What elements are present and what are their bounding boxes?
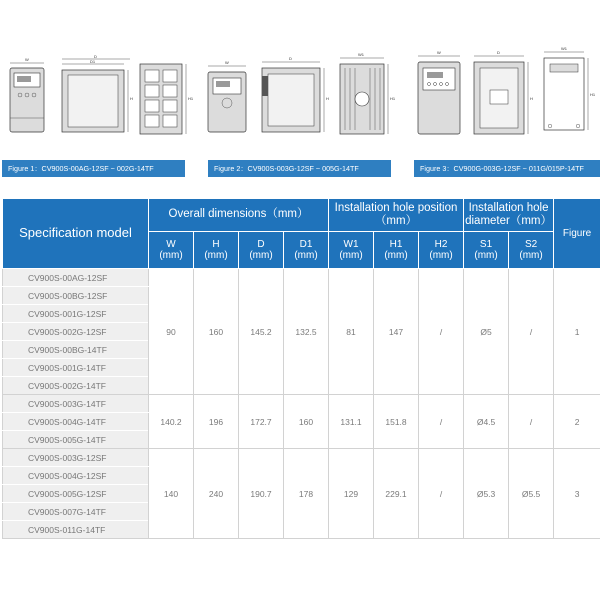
value-cell: 140 — [149, 449, 194, 539]
value-cell: Ø5.5 — [509, 449, 554, 539]
model-cell: CV900S-002G-14TF — [3, 377, 149, 395]
subheader-name: W — [166, 238, 176, 250]
model-cell: CV900S-004G-12SF — [3, 467, 149, 485]
label-h1: H1 — [188, 96, 194, 101]
value-cell: 90 — [149, 269, 194, 395]
model-cell: CV900S-005G-12SF — [3, 485, 149, 503]
figure-cell: 2 — [554, 395, 600, 449]
subheader-d — [239, 232, 284, 269]
value-cell: 140.2 — [149, 395, 194, 449]
label-w: W — [25, 57, 29, 62]
model-cell: CV900S-002G-12SF — [3, 323, 149, 341]
model-cell: CV900S-00BG-14TF — [3, 341, 149, 359]
value-cell: / — [419, 395, 464, 449]
value-cell: 229.1 — [374, 449, 419, 539]
header-specification-model: Specification model — [3, 199, 149, 269]
label-h: H — [130, 96, 133, 101]
model-cell: CV900S-004G-14TF — [3, 413, 149, 431]
value-cell: / — [509, 395, 554, 449]
subheader-name: W1 — [343, 238, 359, 250]
value-cell: 131.1 — [329, 395, 374, 449]
subheader-unit: (mm) — [204, 250, 228, 261]
value-cell: Ø5 — [464, 269, 509, 395]
header-figure: Figure — [554, 199, 600, 269]
model-cell: CV900S-007G-14TF — [3, 503, 149, 521]
table-body — [3, 269, 600, 539]
table-row — [3, 269, 600, 287]
subheader-unit: (mm) — [339, 250, 363, 261]
value-cell: 240 — [194, 449, 239, 539]
value-cell: 160 — [284, 395, 329, 449]
subheader-name: S1 — [479, 238, 493, 250]
subheader-name: H2 — [434, 238, 448, 250]
subheader-name: H — [212, 238, 220, 250]
value-cell: 132.5 — [284, 269, 329, 395]
subheader-h — [194, 232, 239, 269]
value-cell: / — [419, 269, 464, 395]
label-d1: D1 — [90, 59, 96, 64]
subheader-s1 — [464, 232, 509, 269]
label-w1-2: W1 — [358, 52, 364, 57]
subheader-h1 — [374, 232, 419, 269]
value-cell: 178 — [284, 449, 329, 539]
figure-2-drawing — [208, 52, 396, 134]
dimension-drawings — [0, 0, 600, 160]
subheader-unit: (mm) — [294, 250, 318, 261]
label-h-3: H — [530, 96, 533, 101]
model-cell: CV900S-003G-14TF — [3, 395, 149, 413]
model-cell: CV900S-00AG-12SF — [3, 269, 149, 287]
header-installation-hole-position: Installation hole position（mm） — [329, 199, 464, 232]
figure-3-drawing — [418, 46, 596, 134]
subheader-w — [149, 232, 194, 269]
label-h-2: H — [326, 96, 329, 101]
subheader-unit: (mm) — [474, 250, 498, 261]
subheader-h2 — [419, 232, 464, 269]
label-w1-3: W1 — [561, 46, 567, 51]
label-d: D — [94, 54, 97, 59]
figure-cell: 3 — [554, 449, 600, 539]
value-cell: 81 — [329, 269, 374, 395]
value-cell: Ø5.3 — [464, 449, 509, 539]
model-cell: CV900S-011G-14TF — [3, 521, 149, 539]
figure-cell: 1 — [554, 269, 600, 395]
subheader-unit: (mm) — [519, 250, 543, 261]
model-cell: CV900S-003G-12SF — [3, 449, 149, 467]
value-cell: 160 — [194, 269, 239, 395]
subheader-unit: (mm) — [159, 250, 183, 261]
figure-1-drawing — [10, 54, 194, 134]
table-row — [3, 395, 600, 413]
label-d-3: D — [497, 50, 500, 55]
label-d-2: D — [289, 56, 292, 61]
value-cell: 151.8 — [374, 395, 419, 449]
value-cell: 147 — [374, 269, 419, 395]
figure-3-caption: Figure 3：CV900G-003G-12SF ~ 011G/015P-14TF — [414, 160, 600, 177]
label-w-2: W — [225, 60, 229, 65]
subheader-unit: (mm) — [249, 250, 273, 261]
subheader-s2 — [509, 232, 554, 269]
specification-table — [2, 198, 600, 539]
figure-strip — [0, 0, 600, 185]
model-cell: CV900S-00BG-12SF — [3, 287, 149, 305]
subheader-name: H1 — [389, 238, 403, 250]
header-installation-hole-diameter: Installation hole diameter（mm） — [464, 199, 554, 232]
label-h1-3: H1 — [590, 92, 596, 97]
value-cell: 145.2 — [239, 269, 284, 395]
table-row — [3, 449, 600, 467]
figure-2-caption: Figure 2：CV900S-003G-12SF ~ 005G-14TF — [208, 160, 391, 177]
subheader-unit: (mm) — [384, 250, 408, 261]
subheader-unit: (mm) — [429, 250, 453, 261]
label-w-3: W — [437, 50, 441, 55]
subheader-name: D1 — [299, 238, 313, 250]
model-cell: CV900S-001G-14TF — [3, 359, 149, 377]
value-cell: / — [419, 449, 464, 539]
value-cell: 172.7 — [239, 395, 284, 449]
header-overall-dimensions: Overall dimensions（mm） — [149, 199, 329, 232]
model-cell: CV900S-001G-12SF — [3, 305, 149, 323]
value-cell: Ø4.5 — [464, 395, 509, 449]
model-cell: CV900S-005G-14TF — [3, 431, 149, 449]
value-cell: 196 — [194, 395, 239, 449]
value-cell: 190.7 — [239, 449, 284, 539]
label-h1-2: H1 — [390, 96, 396, 101]
subheader-name: S2 — [524, 238, 538, 250]
subheader-d1 — [284, 232, 329, 269]
subheader-name: D — [257, 238, 265, 250]
value-cell: 129 — [329, 449, 374, 539]
subheader-w1 — [329, 232, 374, 269]
table-header — [3, 199, 600, 269]
figure-1-caption: Figure 1：CV900S-00AG-12SF ~ 002G-14TF — [2, 160, 185, 177]
value-cell: / — [509, 269, 554, 395]
